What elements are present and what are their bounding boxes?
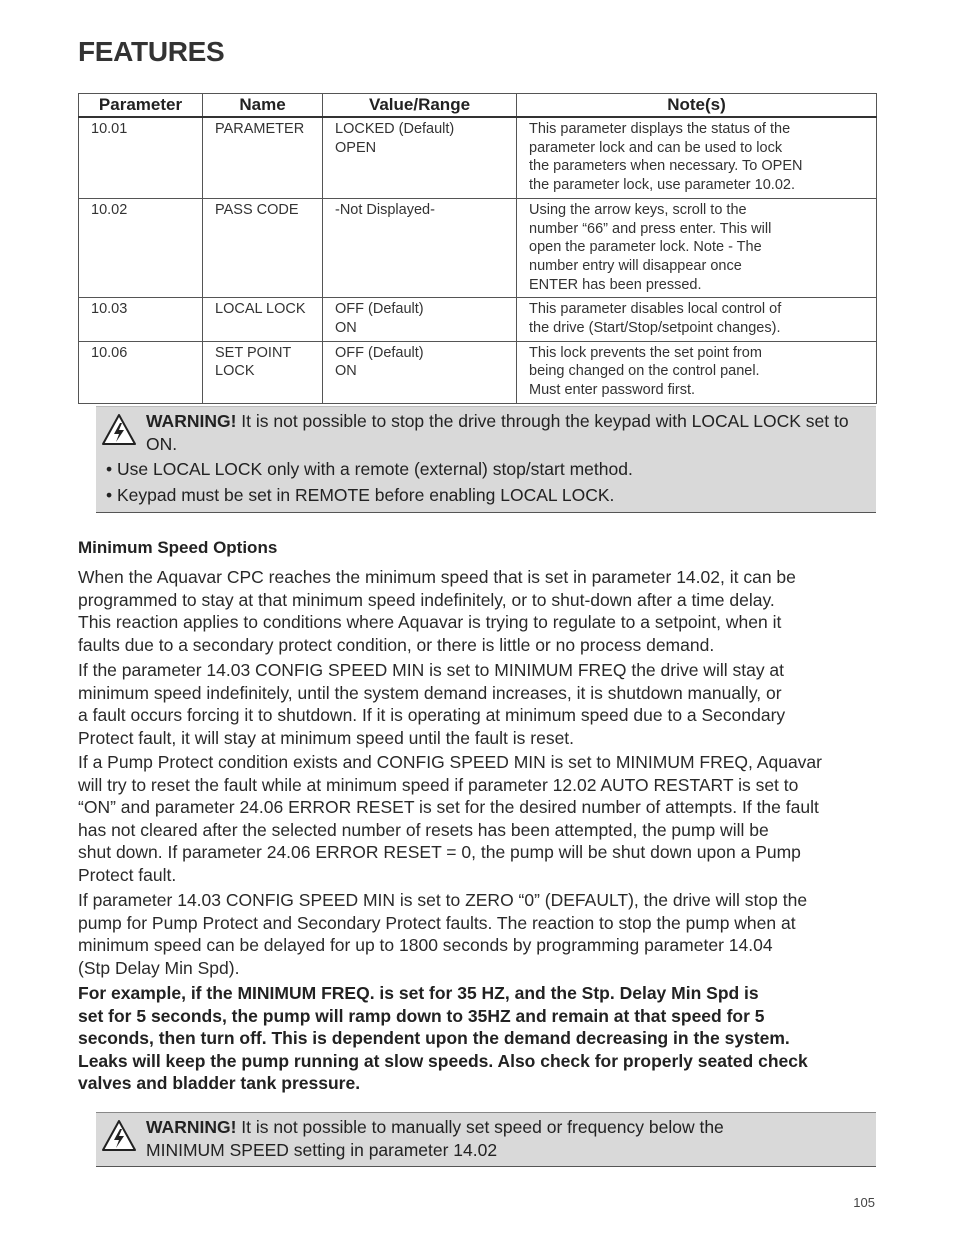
table-header-row <box>79 94 877 118</box>
cell-parameter: 10.06 <box>79 341 203 403</box>
cell-note: This parameter displays the status of the parameter lock and can be used to lock the parameters when necessary. To OPEN the parameter lock, use parameter 10.02. <box>517 117 877 198</box>
warning-message-line: MINIMUM SPEED setting in parameter 14.02 <box>146 1140 498 1160</box>
header-notes: Note(s) <box>517 94 877 118</box>
cell-name: PARAMETER <box>203 117 323 198</box>
warning-bullet: • Keypad must be set in REMOTE before enabling LOCAL LOCK. <box>106 485 615 505</box>
table-row <box>79 198 877 298</box>
cell-note: Using the arrow keys, scroll to the number “66” and press enter. This will open the parameter lock. Note - The number entry will disappear once ENTER has been pressed. <box>517 198 877 298</box>
cell-name: SET POINT LOCK <box>203 341 323 403</box>
cell-parameter: 10.02 <box>79 198 203 298</box>
cell-note: This parameter disables local control of the drive (Start/Stop/setpoint changes). <box>517 298 877 341</box>
header-parameter: Parameter <box>79 94 203 118</box>
cell-parameter: 10.03 <box>79 298 203 341</box>
header-name: Name <box>203 94 323 118</box>
paragraph: If a Pump Protect condition exists and CONFIG SPEED MIN is set to MINIMUM FREQ, Aquavar will try to reset the fault while at minimum speed if parameter 12.02 AUTO RESTART is set to “ON” and parameter 24.06 ERROR RESET is set for the desired number of attempts. If the fault has not cleared after the selected number of resets has been attempted, the pump will be shut down. If parameter 24.06 ERROR RESET = 0, the pump will be shut down upon a Pump Protect fault. <box>78 752 822 885</box>
high-voltage-warning-icon <box>101 1119 137 1152</box>
section-heading: Minimum Speed Options <box>78 538 278 557</box>
bold-example-paragraph: For example, if the MINIMUM FREQ. is set for 35 HZ, and the Stp. Delay Min Spd is set for 5 seconds, the pump will ramp down to 35HZ and remain at that speed for 5 seconds, then turn off. This is dependent upon the demand decreasing in the system. Leaks will keep the pump running at slow speeds. Also check for properly seated check valves and bladder tank pressure. <box>78 983 808 1093</box>
warning-bullet: • Use LOCAL LOCK only with a remote (external) stop/start method. <box>106 459 633 479</box>
cell-value: -Not Displayed- <box>323 198 517 298</box>
table-row <box>79 298 877 341</box>
high-voltage-warning-icon <box>101 413 137 446</box>
cell-name: PASS CODE <box>203 198 323 298</box>
page-number: 105 <box>853 1195 875 1210</box>
table-row <box>79 117 877 198</box>
cell-name: LOCAL LOCK <box>203 298 323 341</box>
warning-message-line: It is not possible to manually set speed or frequency below the <box>241 1117 724 1137</box>
page-title: FEATURES <box>78 36 225 67</box>
warning-label: WARNING! <box>146 411 237 431</box>
header-value-range: Value/Range <box>323 94 517 118</box>
cell-value: LOCKED (Default) OPEN <box>323 117 517 198</box>
cell-parameter: 10.01 <box>79 117 203 198</box>
cell-value: OFF (Default) ON <box>323 298 517 341</box>
parameter-table <box>78 93 877 404</box>
table-row <box>79 341 877 403</box>
warning-box-local-lock <box>96 406 876 513</box>
warning-box-minimum-speed <box>96 1112 876 1167</box>
warning-label: WARNING! <box>146 1117 237 1137</box>
warning-text <box>146 410 872 456</box>
paragraph: When the Aquavar CPC reaches the minimum speed that is set in parameter 14.02, it can be programmed to stay at that minimum speed indefinitely, or to shut-down after a time delay. This reaction applies to conditions where Aquavar is trying to regulate to a setpoint, when it faults due to a secondary protect condition, or there is little or no process demand. <box>78 567 796 655</box>
warning-message: It is not possible to stop the drive through the keypad with LOCAL LOCK set to ON. <box>146 411 849 454</box>
paragraph: If the parameter 14.03 CONFIG SPEED MIN is set to MINIMUM FREQ the drive will stay at minimum speed indefinitely, until the system demand increases, it is shutdown manually, or a fault occurs forcing it to shutdown. If it is operating at minimum speed due to a Secondary Protect fault, it will stay at minimum speed until the fault is reset. <box>78 660 786 748</box>
cell-note: This lock prevents the set point from being changed on the control panel. Must enter password first. <box>517 341 877 403</box>
cell-value: OFF (Default) ON <box>323 341 517 403</box>
paragraph: If parameter 14.03 CONFIG SPEED MIN is set to ZERO “0” (DEFAULT), the drive will stop the pump for Pump Protect and Secondary Protect faults. The reaction to stop the pump when at minimum speed can be delayed for up to 1800 seconds by programming parameter 14.04 (Stp Delay Min Spd). <box>78 890 808 978</box>
warning-text <box>146 1116 872 1162</box>
